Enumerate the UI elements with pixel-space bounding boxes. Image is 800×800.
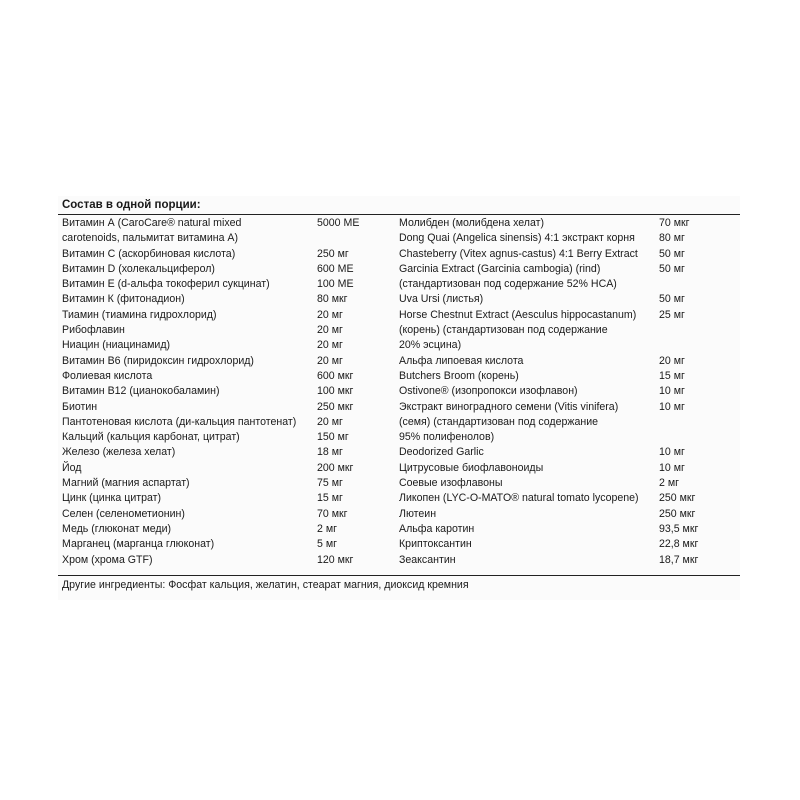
table-row bbox=[58, 415, 395, 430]
ingredient-amount: 100 МЕ bbox=[317, 278, 354, 291]
table-row bbox=[396, 476, 740, 491]
table-row bbox=[396, 537, 740, 552]
table-row bbox=[396, 292, 740, 307]
table-row bbox=[396, 323, 740, 338]
ingredient-name: Ниацин (ниацинамид) bbox=[62, 339, 171, 352]
table-row bbox=[58, 445, 395, 460]
table-title: Состав в одной порции: bbox=[58, 196, 740, 215]
ingredient-amount: 2 мг bbox=[317, 522, 337, 535]
ingredient-name: Витамин А (CaroCare® natural mixed bbox=[62, 217, 242, 229]
table-row bbox=[58, 476, 395, 491]
ingredient-amount: 80 мг bbox=[659, 232, 685, 245]
table-row bbox=[58, 216, 395, 231]
table-row bbox=[396, 216, 740, 231]
ingredient-name: Цинк (цинка цитрат) bbox=[62, 492, 162, 505]
table-row bbox=[396, 384, 740, 399]
ingredient-name: Витамин D (холекальциферол) bbox=[62, 262, 215, 275]
table-row bbox=[396, 308, 740, 323]
ingredient-name: Лютеин bbox=[399, 507, 437, 520]
ingredient-amount: 75 мг bbox=[317, 477, 343, 490]
ingredient-amount: 5 мг bbox=[317, 538, 337, 551]
ingredient-name: Йод bbox=[62, 461, 82, 474]
ingredient-name: Молибден (молибдена хелат) bbox=[399, 217, 545, 229]
ingredient-name: Horse Chestnut Extract (Aesculus hippocastanum) bbox=[399, 308, 637, 321]
ingredient-amount: 80 мкг bbox=[317, 293, 348, 306]
table-row bbox=[58, 461, 395, 476]
table-row bbox=[58, 553, 395, 568]
ingredient-name: Витамин С (аскорбиновая кислота) bbox=[62, 247, 236, 260]
table-row bbox=[58, 507, 395, 522]
table-row bbox=[58, 354, 395, 369]
ingredient-name: Магний (магния аспартат) bbox=[62, 477, 190, 490]
ingredient-name: Тиамин (тиамина гидрохлорид) bbox=[62, 308, 217, 321]
ingredient-name: Железо (железа хелат) bbox=[62, 446, 176, 459]
table-row bbox=[396, 507, 740, 522]
left-column bbox=[58, 216, 395, 568]
table-row bbox=[396, 445, 740, 460]
table-row bbox=[396, 277, 740, 292]
ingredient-name: Рибофлавин bbox=[62, 324, 125, 337]
ingredient-amount: 20 мг bbox=[317, 339, 343, 352]
ingredient-name: 20% эсцина) bbox=[399, 339, 462, 352]
ingredient-name: Витамин К (фитонадион) bbox=[62, 293, 185, 306]
table-row bbox=[396, 553, 740, 568]
ingredient-amount: 20 мг bbox=[317, 354, 343, 367]
ingredient-name: Экстракт виноградного семени (Vitis vinifera) bbox=[399, 400, 619, 413]
ingredient-amount: 20 мг bbox=[659, 354, 685, 367]
ingredient-name: Витамин Е (d-альфа токоферил сукцинат) bbox=[62, 278, 270, 291]
table-row bbox=[396, 262, 740, 277]
ingredient-name: Ликопен (LYC-O-MATO® natural tomato lycopene) bbox=[399, 492, 639, 505]
ingredient-name: Медь (глюконат меди) bbox=[62, 522, 172, 535]
ingredient-name: Соевые изофлавоны bbox=[399, 477, 503, 490]
ingredient-amount: 18 мг bbox=[317, 446, 343, 459]
table-row bbox=[58, 522, 395, 537]
table-row bbox=[396, 231, 740, 246]
table-row bbox=[58, 369, 395, 384]
ingredient-amount: 5000 МЕ bbox=[317, 217, 360, 229]
ingredient-amount: 200 мкг bbox=[317, 461, 354, 474]
table-row bbox=[58, 537, 395, 552]
footer-divider bbox=[58, 575, 740, 576]
table-row bbox=[58, 277, 395, 292]
ingredient-amount: 20 мг bbox=[317, 415, 343, 428]
ingredient-amount: 93,5 мкг bbox=[659, 522, 699, 535]
table-row bbox=[58, 231, 395, 246]
ingredient-amount: 250 мкг bbox=[317, 400, 354, 413]
ingredient-name: Фолиевая кислота bbox=[62, 369, 153, 382]
table-row bbox=[396, 369, 740, 384]
ingredient-name: Биотин bbox=[62, 400, 98, 413]
table-row bbox=[58, 338, 395, 353]
ingredient-name: Криптоксантин bbox=[399, 538, 472, 551]
ingredient-amount: 250 мкг bbox=[659, 507, 696, 520]
other-ingredients: Другие ингредиенты: Фосфат кальция, желатин, стеарат магния, диоксид кремния bbox=[62, 579, 469, 591]
ingredient-name: Хром (хрома GTF) bbox=[62, 553, 153, 566]
ingredient-amount: 25 мг bbox=[659, 308, 685, 321]
ingredient-name: Кальций (кальция карбонат, цитрат) bbox=[62, 431, 240, 444]
table-row bbox=[58, 247, 395, 262]
table-row bbox=[396, 354, 740, 369]
table-row bbox=[396, 400, 740, 415]
supplement-facts-table bbox=[58, 196, 740, 600]
ingredient-amount: 50 мг bbox=[659, 262, 685, 275]
table-row bbox=[58, 292, 395, 307]
ingredient-amount: 22,8 мкг bbox=[659, 538, 699, 551]
ingredient-name: Альфа липоевая кислота bbox=[399, 354, 524, 367]
ingredient-name: Deodorized Garlic bbox=[399, 446, 484, 459]
ingredient-amount: 15 мг bbox=[659, 369, 685, 382]
ingredient-amount: 50 мг bbox=[659, 247, 685, 260]
ingredient-amount: 20 мг bbox=[317, 324, 343, 337]
ingredient-name: Пантотеновая кислота (ди-кальция пантотенат) bbox=[62, 415, 297, 428]
ingredient-name: Зеаксантин bbox=[399, 553, 456, 566]
table-row bbox=[396, 522, 740, 537]
table-row bbox=[58, 323, 395, 338]
ingredient-amount: 10 мг bbox=[659, 446, 685, 459]
table-row bbox=[396, 415, 740, 430]
ingredient-name: Chasteberry (Vitex agnus-castus) 4:1 Berry Extract bbox=[399, 247, 638, 260]
table-row bbox=[396, 247, 740, 262]
ingredient-name: Витамин В6 (пиридоксин гидрохлорид) bbox=[62, 354, 254, 367]
ingredient-name: Марганец (марганца глюконат) bbox=[62, 538, 215, 551]
table-row bbox=[58, 262, 395, 277]
table-row bbox=[396, 338, 740, 353]
ingredient-amount: 150 мг bbox=[317, 431, 349, 444]
ingredient-name: Селен (селенометионин) bbox=[62, 507, 185, 520]
ingredient-name: Dong Quai (Angelica sinensis) 4:1 экстракт корня bbox=[399, 232, 635, 245]
ingredient-amount: 600 мкг bbox=[317, 369, 354, 382]
ingredient-amount: 2 мг bbox=[659, 477, 679, 490]
ingredient-name: Витамин В12 (цианокобаламин) bbox=[62, 385, 220, 398]
right-column bbox=[396, 216, 740, 568]
ingredient-amount: 10 мг bbox=[659, 400, 685, 413]
table-row bbox=[58, 400, 395, 415]
ingredient-name: Uva Ursi (листья) bbox=[399, 293, 484, 306]
ingredient-name: (стандартизован под содержание 52% HCA) bbox=[399, 278, 617, 291]
ingredient-name: carotenoids, пальмитат витамина А) bbox=[62, 232, 239, 245]
table-row bbox=[58, 308, 395, 323]
ingredient-name: 95% полифенолов) bbox=[399, 431, 495, 444]
ingredient-amount: 70 мкг bbox=[317, 507, 348, 520]
ingredient-amount: 250 мкг bbox=[659, 492, 696, 505]
ingredient-amount: 70 мкг bbox=[659, 217, 690, 229]
ingredient-amount: 600 МЕ bbox=[317, 262, 354, 275]
table-row bbox=[396, 430, 740, 445]
ingredient-name: Garcinia Extract (Garcinia cambogia) (rind) bbox=[399, 262, 601, 275]
table-row bbox=[396, 461, 740, 476]
ingredient-name: (семя) (стандартизован под содержание bbox=[399, 415, 599, 428]
ingredient-amount: 18,7 мкг bbox=[659, 553, 699, 566]
ingredient-amount: 50 мг bbox=[659, 293, 685, 306]
ingredient-name: Ostivone® (изопропокси изофлавон) bbox=[399, 385, 578, 398]
ingredient-name: (корень) (стандартизован под содержание bbox=[399, 324, 608, 337]
table-row bbox=[58, 430, 395, 445]
table-row bbox=[58, 491, 395, 506]
ingredient-name: Альфа каротин bbox=[399, 522, 475, 535]
ingredient-amount: 15 мг bbox=[317, 492, 343, 505]
ingredient-amount: 120 мкг bbox=[317, 553, 354, 566]
ingredient-amount: 250 мг bbox=[317, 247, 349, 260]
table-row bbox=[396, 491, 740, 506]
ingredient-name: Butchers Broom (корень) bbox=[399, 369, 519, 382]
ingredient-amount: 20 мг bbox=[317, 308, 343, 321]
ingredient-amount: 100 мкг bbox=[317, 385, 354, 398]
ingredient-amount: 10 мг bbox=[659, 385, 685, 398]
table-row bbox=[58, 384, 395, 399]
ingredient-name: Цитрусовые биофлавоноиды bbox=[399, 461, 544, 474]
ingredient-amount: 10 мг bbox=[659, 461, 685, 474]
